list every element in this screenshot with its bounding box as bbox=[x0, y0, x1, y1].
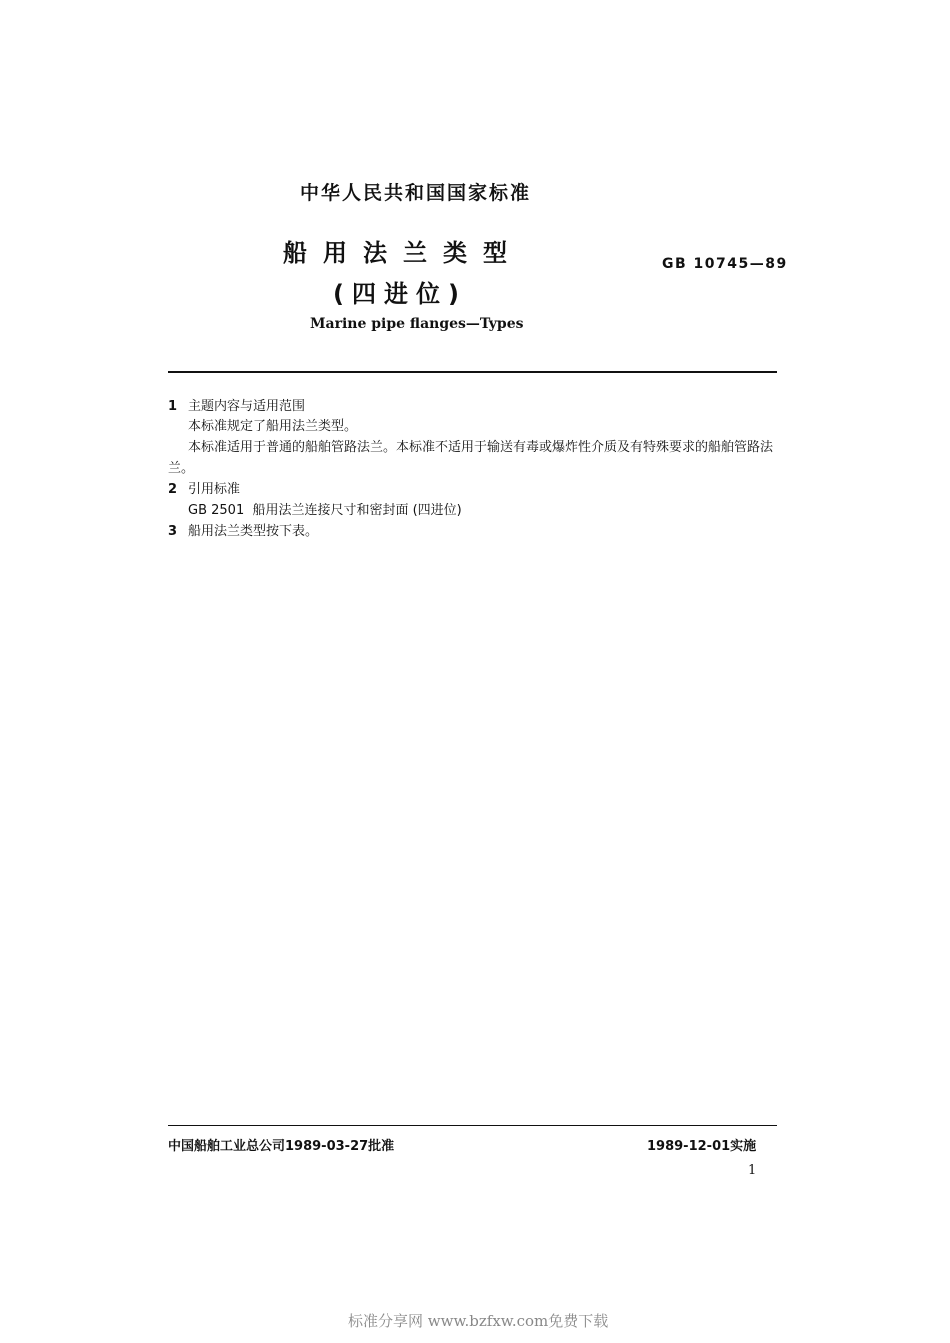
section-1-heading bbox=[168, 397, 305, 417]
issuing-authority: 中华人民共和国国家标准 bbox=[300, 182, 532, 204]
footer-divider bbox=[168, 1125, 777, 1126]
section-number: 1 bbox=[168, 399, 178, 414]
section-number: 2 bbox=[168, 482, 178, 497]
section-1-paragraph-2: 本标准适用于普通的船舶管路法兰。本标准不适用于输送有毒或爆炸性介质及有特殊要求的船舶管路法兰。 bbox=[168, 440, 774, 476]
document-title: 船用法兰类型 bbox=[283, 239, 523, 267]
section-number: 3 bbox=[168, 524, 178, 539]
page-number: 1 bbox=[748, 1163, 757, 1178]
section-title: 引用标准 bbox=[188, 482, 241, 497]
section-title: 船用法兰类型按下表。 bbox=[188, 524, 319, 539]
approval-date: 中国船舶工业总公司1989-03-27批准 bbox=[168, 1139, 395, 1154]
section-2-heading bbox=[168, 480, 240, 500]
document-subtitle: (四进位) bbox=[333, 280, 467, 308]
standard-number: GB 10745—89 bbox=[662, 256, 788, 272]
watermark: 标准分享网 www.bzfxw.com免费下载 bbox=[348, 1312, 609, 1330]
referenced-standard: GB 2501 船用法兰连接尺寸和密封面 (四进位) bbox=[188, 503, 462, 518]
section-title: 主题内容与适用范围 bbox=[188, 399, 306, 414]
section-3-heading bbox=[168, 522, 318, 542]
effective-date: 1989-12-01实施 bbox=[647, 1139, 757, 1154]
header-divider bbox=[168, 371, 777, 373]
section-1-paragraph-1: 本标准规定了船用法兰类型。 bbox=[188, 419, 358, 434]
english-title: Marine pipe flanges—Types bbox=[310, 316, 524, 332]
